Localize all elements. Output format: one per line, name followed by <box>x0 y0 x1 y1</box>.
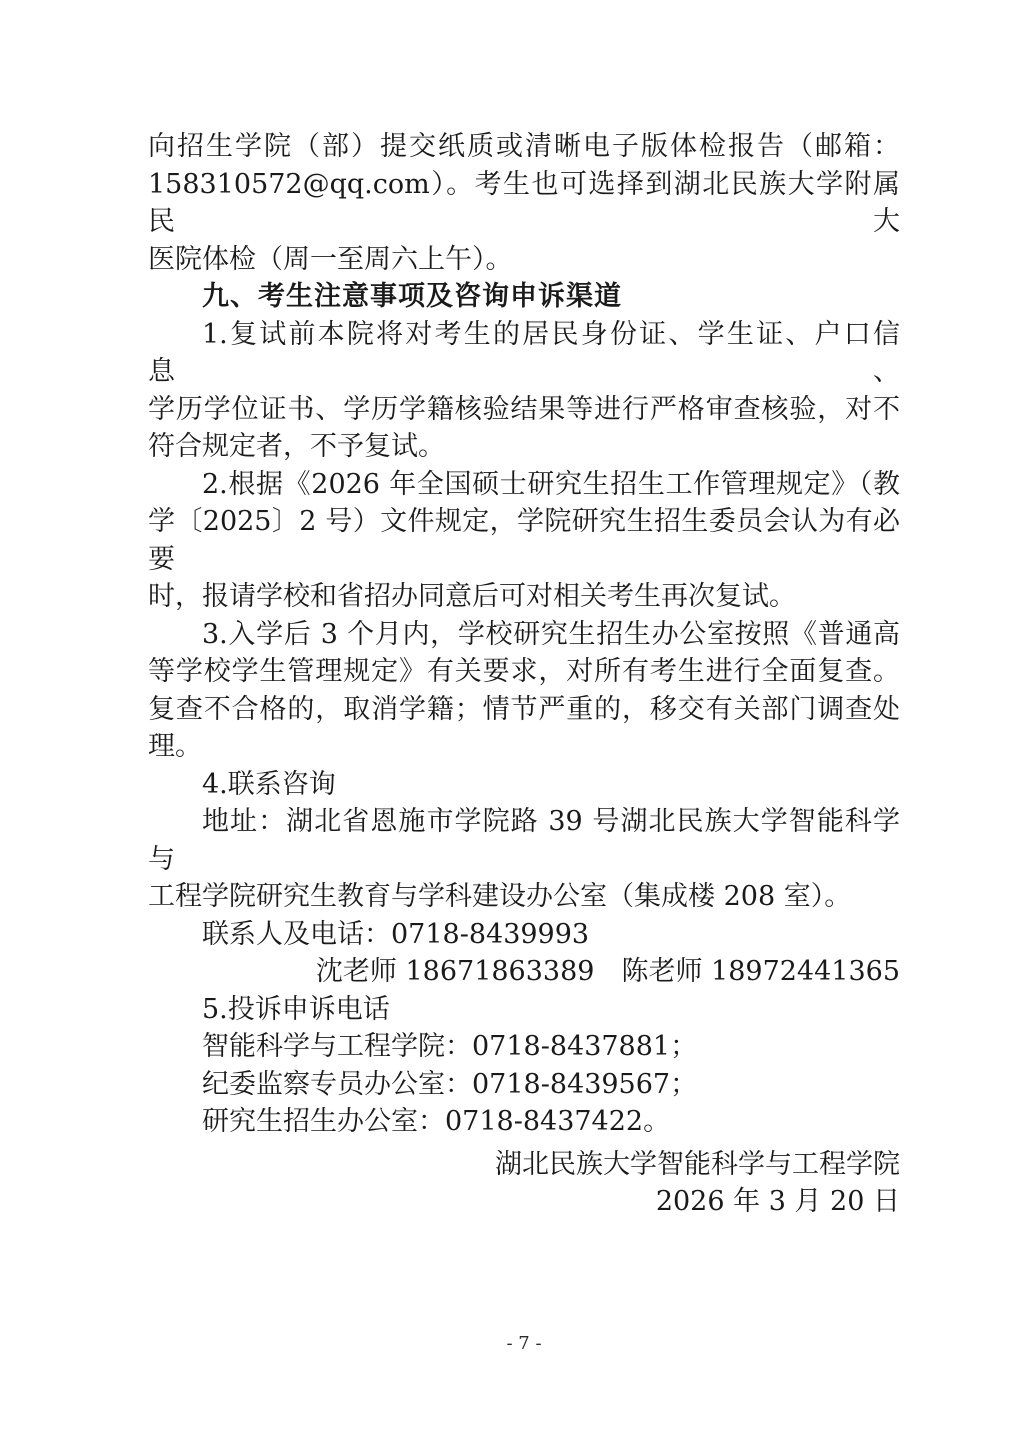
medical-paragraph-line-2: 158310572@qq.com）。考生也可选择到湖北民族大学附属民大 <box>148 168 900 237</box>
item3-line-3: 复查不合格的，取消学籍；情节严重的，移交有关部门调查处 <box>148 693 900 725</box>
item1-line-3: 符合规定者，不予复试。 <box>148 431 445 462</box>
signature-organization: 湖北民族大学智能科学与工程学院 <box>495 1148 900 1180</box>
signature-block <box>148 1146 900 1221</box>
item5-admissions-office-phone-line: 研究生招生办公室：0718-8437422。 <box>202 1106 671 1137</box>
item3-line-1: 3.入学后 3 个月内，学校研究生招生办公室按照《普通高 <box>202 618 900 650</box>
item4-address-line-1: 地址：湖北省恩施市学院路 39 号湖北民族大学智能科学与 <box>148 806 900 875</box>
medical-paragraph-line-3: 医院体检（周一至周六上午）。 <box>148 243 513 275</box>
section-nine-heading: 九、考生注意事项及咨询申诉渠道 <box>202 281 622 312</box>
item1-line-1: 1.复试前本院将对考生的居民身份证、学生证、户口信息、 <box>148 318 900 387</box>
item4-address-line-2: 工程学院研究生教育与学科建设办公室（集成楼 208 室）。 <box>148 881 852 912</box>
item5-title: 5.投诉申诉电话 <box>202 993 390 1025</box>
item3-line-4: 理。 <box>148 731 202 762</box>
page-number: - 7 - <box>506 1333 542 1354</box>
item4-contact-teachers-line: 沈老师 18671863389 陈老师 18972441365 <box>315 956 900 987</box>
item4-phone-line: 联系人及电话：0718-8439993 <box>202 918 590 950</box>
item2-line-3: 时，报请学校和省招办同意后可对相关考生再次复试。 <box>148 581 796 612</box>
item5-discipline-office-phone-line: 纪委监察专员办公室：0718-8439567； <box>202 1068 698 1100</box>
item5-college-phone-line: 智能科学与工程学院：0718-8437881； <box>202 1031 698 1062</box>
item2-line-1: 2.根据《2026 年全国硕士研究生招生工作管理规定》（教 <box>202 468 900 500</box>
signature-date: 2026 年 3 月 20 日 <box>655 1186 900 1217</box>
item1-line-2: 学历学位证书、学历学籍核验结果等进行严格审查核验，对不 <box>148 393 900 425</box>
item4-title: 4.联系咨询 <box>202 768 336 800</box>
item3-line-2: 等学校学生管理规定》有关要求，对所有考生进行全面复查。 <box>148 656 900 687</box>
medical-paragraph-line-1: 向招生学院（部）提交纸质或清晰电子版体检报告（邮箱： <box>148 131 900 162</box>
item2-line-2: 学〔2025〕2 号）文件规定，学院研究生招生委员会认为有必要 <box>148 506 900 575</box>
document-body <box>148 128 900 1221</box>
